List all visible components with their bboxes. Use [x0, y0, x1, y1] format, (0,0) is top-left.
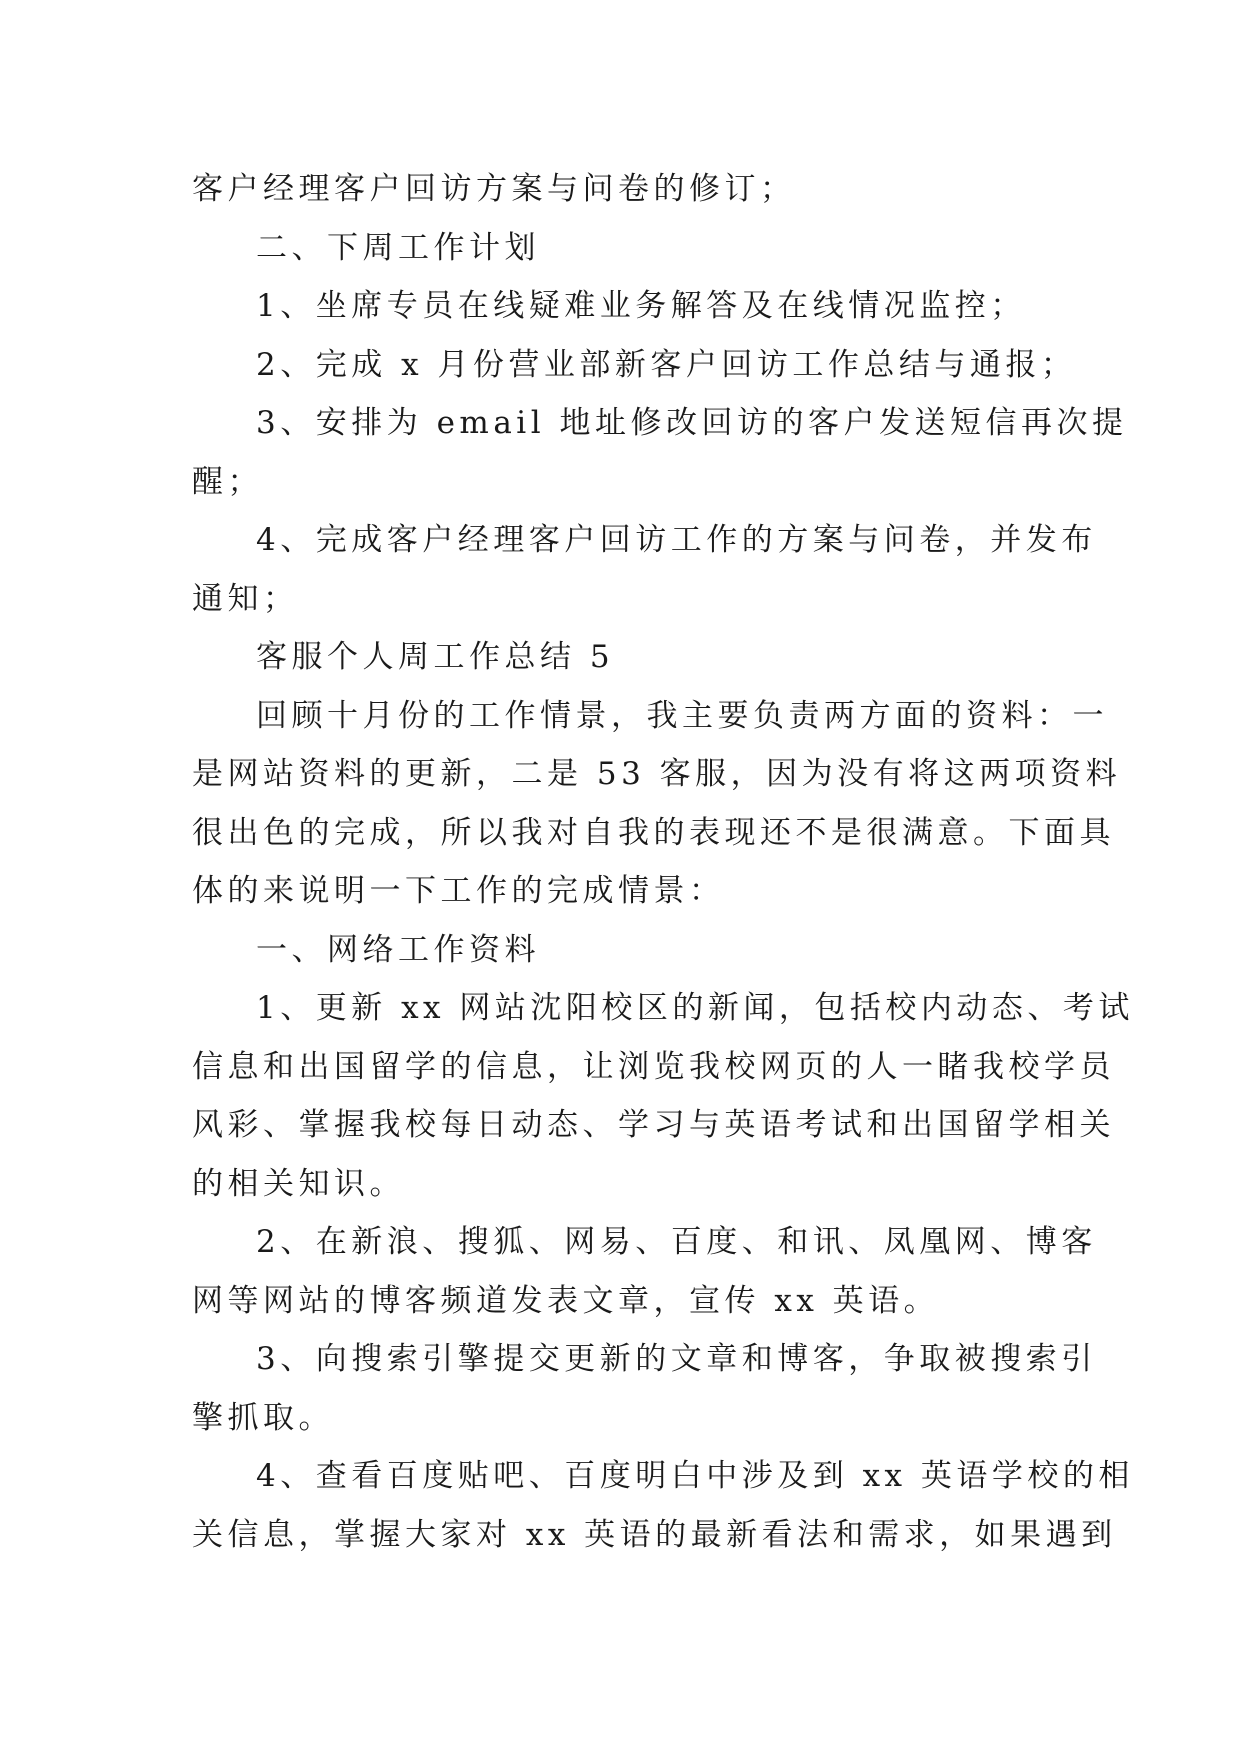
- list-item: 4、查看百度贴吧、百度明白中涉及到 xx 英语学校的相: [256, 1458, 1134, 1494]
- list-item: 2、在新浪、搜狐、网易、百度、和讯、凤凰网、博客: [256, 1224, 1097, 1260]
- paragraph-line: 回顾十月份的工作情景，我主要负责两方面的资料：一: [256, 697, 1108, 734]
- paragraph-line: 网等网站的博客频道发表文章，宣传 xx 英语。: [192, 1282, 940, 1319]
- section-title: 客服个人周工作总结 5: [256, 639, 615, 675]
- list-item: 4、完成客户经理客户回访工作的方案与问卷，并发布: [256, 522, 1097, 558]
- paragraph-line: 体的来说明一下工作的完成情景：: [192, 873, 725, 909]
- text-line: 通知；: [192, 580, 299, 617]
- list-item: 2、完成 x 月份营业部新客户回访工作总结与通报；: [256, 346, 1077, 383]
- paragraph-line: 很出色的完成，所以我对自我的表现还不是很满意。下面具: [192, 814, 1115, 851]
- list-item: 1、更新 xx 网站沈阳校区的新闻，包括校内动态、考试: [256, 990, 1134, 1026]
- paragraph-line: 信息和出国留学的信息，让浏览我校网页的人一睹我校学员: [192, 1048, 1115, 1085]
- text-line: 客户经理客户回访方案与问卷的修订；: [192, 171, 796, 207]
- paragraph-line: 是网站资料的更新，二是 53 客服，因为没有将这两项资料: [192, 756, 1122, 792]
- section-heading: 一、网络工作资料: [256, 931, 540, 968]
- paragraph-line: 风彩、掌握我校每日动态、学习与英语考试和出国留学相关: [192, 1107, 1115, 1143]
- paragraph-line: 擎抓取。: [192, 1399, 334, 1436]
- text-line: 醒；: [192, 463, 263, 500]
- document-body: [192, 160, 1134, 1564]
- list-item: 1、坐席专员在线疑难业务解答及在线情况监控；: [256, 288, 1026, 324]
- section-heading: 二、下周工作计划: [256, 229, 540, 266]
- list-item: 3、安排为 email 地址修改回访的客户发送短信再次提: [256, 405, 1128, 441]
- paragraph-line: 关信息，掌握大家对 xx 英语的最新看法和需求，如果遇到: [192, 1516, 1117, 1553]
- paragraph-line: 的相关知识。: [192, 1165, 405, 1202]
- list-item: 3、向搜索引擎提交更新的文章和博客，争取被搜索引: [256, 1341, 1097, 1377]
